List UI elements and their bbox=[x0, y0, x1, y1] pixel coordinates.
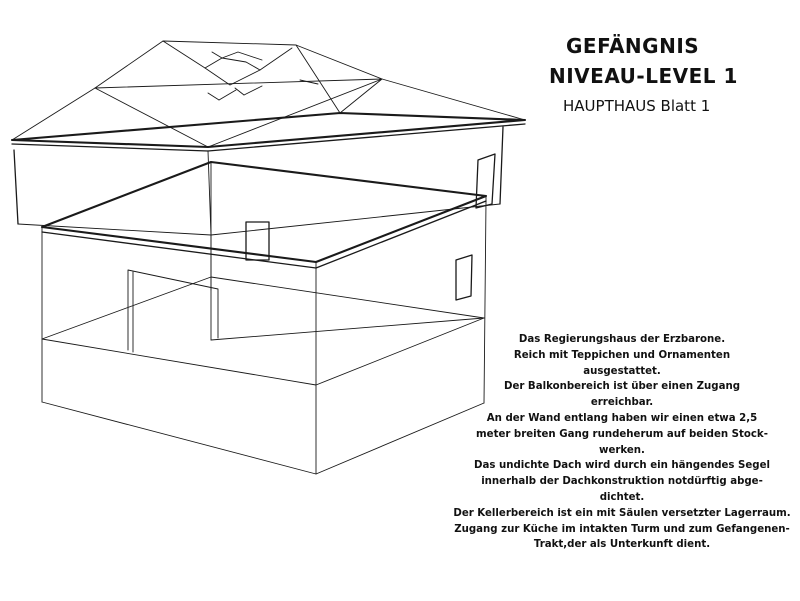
description-line: Das Regierungshaus der Erzbarone. bbox=[518, 334, 726, 345]
description-line: Der Kellerbereich ist ein mit Säulen versetzter Lagerraum. bbox=[453, 507, 791, 519]
roof bbox=[12, 41, 525, 151]
description-line: Reich mit Teppichen und Ornamenten bbox=[513, 349, 731, 361]
title-gefaengnis: GEFÄNGNIS bbox=[566, 34, 700, 58]
description-line: Der Balkonbereich ist über einen Zugang bbox=[504, 381, 740, 393]
title-niveau-level: NIVEAU-LEVEL 1 bbox=[549, 64, 738, 88]
description-line: meter breiten Gang rundeherum auf beiden Stock- bbox=[476, 428, 768, 440]
description-line: werken. bbox=[599, 444, 645, 456]
description-line: Das undichte Dach wird durch ein hängendes Segel bbox=[474, 460, 770, 472]
lower-floor bbox=[42, 162, 486, 474]
description-line: innerhalb der Dachkonstruktion notdürftig abge- bbox=[481, 476, 763, 488]
description-line: dichtet. bbox=[599, 491, 645, 503]
description-line: erreichbar. bbox=[590, 397, 654, 409]
description-line: ausgestattet. bbox=[583, 365, 661, 377]
description-line: Zugang zur Küche im intakten Turm und zum Gefangenen- bbox=[454, 523, 790, 535]
description-line: Trakt,der als Unterkunft dient. bbox=[533, 539, 711, 551]
balcony-deck bbox=[42, 162, 486, 268]
description-line: An der Wand entlang haben wir einen etwa 2,5 bbox=[486, 412, 758, 424]
description-text bbox=[446, 332, 798, 553]
title-haupthaus: HAUPTHAUS Blatt 1 bbox=[563, 97, 711, 115]
